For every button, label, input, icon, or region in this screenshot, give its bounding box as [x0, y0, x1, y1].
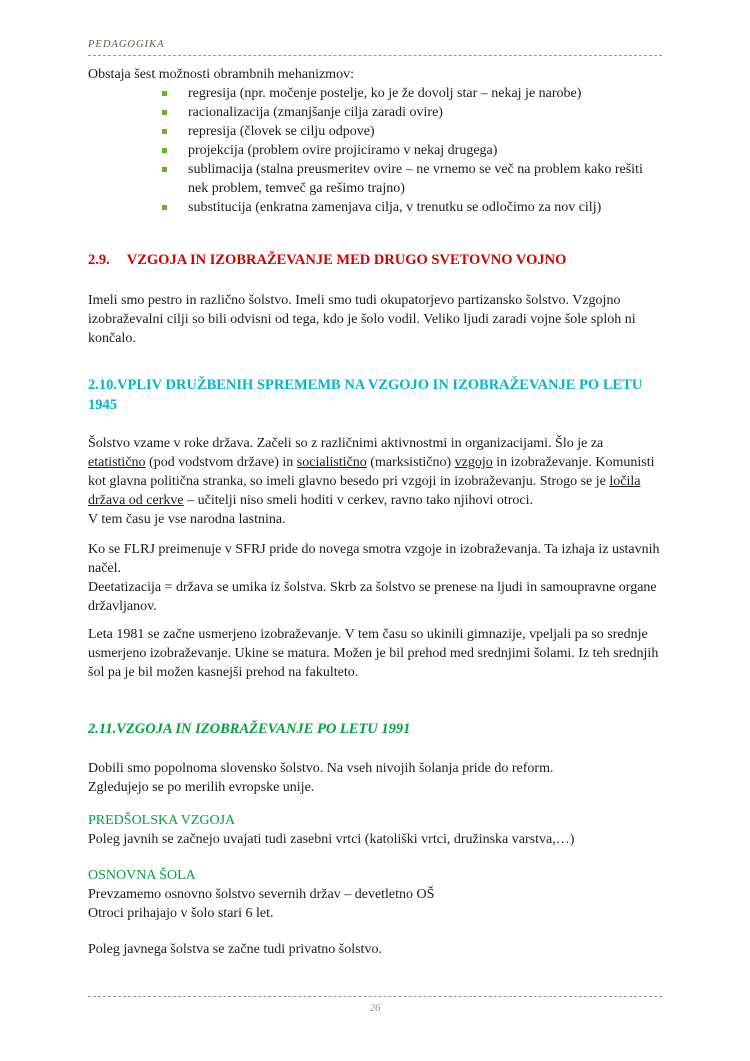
square-bullet-icon: [162, 148, 167, 153]
paragraph-defense-intro: Obstaja šest možnosti obrambnih mehanizmov:: [88, 67, 354, 82]
text-line: Otroci prihajajo v šolo stari 6 let.: [88, 906, 274, 921]
page-header: [88, 36, 662, 56]
subheading-primary-school: OSNOVNA ŠOLA: [88, 868, 196, 883]
page-footer: [88, 996, 662, 1016]
underlined-phrase: ločila država od cerkve: [88, 474, 641, 508]
list-item-text: regresija (npr. močenje postelje, ko je že dovolj star – nekaj je narobe): [188, 86, 582, 101]
paragraph-1981-reform: Leta 1981 se začne usmerjeno izobraževanje. V tem času so ukinili gimnazije, vpeljali pa so srednje usmerjeno izobraževanje. Ukine se matura. Možen je bil prehod med srednjimi šolami. Iz teh srednjih šol pa je bil možen kasnejši prehod na fakulteto.: [88, 627, 659, 680]
list-item: [88, 103, 662, 122]
underlined-term: socialistično: [296, 455, 367, 470]
text-line: Prevzamemo osnovno šolstvo severnih držav – devetletno OŠ: [88, 887, 435, 902]
heading-2-11: 2.11.VZGOJA IN IZOBRAŽEVANJE PO LETU 1991: [88, 721, 411, 737]
list-item-text: projekcija (problem ovire projiciramo v nekaj drugega): [188, 143, 498, 158]
text-segment: (pod vodstvom države) in: [145, 455, 297, 470]
square-bullet-icon: [162, 91, 167, 96]
list-item-text: represija (človek se cilju odpove): [188, 124, 375, 139]
text-segment: Šolstvo vzame v roke država. Začeli so z različnimi aktivnostmi in organizacijami. Šlo je za: [88, 436, 604, 451]
list-item-text: sublimacija (stalna preusmeritev ovire – ne vrnemo se več na problem kako rešiti nek problem, temveč ga rešimo trajno): [188, 162, 643, 196]
square-bullet-icon: [162, 129, 167, 134]
document-body: [88, 56, 662, 959]
text-line: V tem času je vse narodna lastnina.: [88, 512, 286, 527]
list-item: [88, 141, 662, 160]
underlined-term: vzgojo: [454, 455, 493, 470]
defense-mechanisms-list: [88, 84, 662, 217]
square-bullet-icon: [162, 205, 167, 210]
text-line: Deetatizacija = država se umika iz šolstva. Skrb za šolstvo se prenese na ljudi in samoupravne organe državljanov.: [88, 580, 657, 614]
subheading-preschool: PREDŠOLSKA VZGOJA: [88, 813, 236, 828]
heading-2-9: [88, 250, 662, 270]
heading-2-9-number: 2.9.: [88, 252, 110, 268]
list-item: [88, 122, 662, 141]
text-segment: in izobraževanje. Komunisti kot glavna politična stranka, so imeli glavno besedo pri vzgoji in izobraževanju. Strogo se je: [88, 455, 655, 489]
heading-2-10: 2.10.VPLIV DRUŽBENIH SPREMEMB NA VZGOJO IN IZOBRAŽEVANJE PO LETU 1945: [88, 377, 643, 413]
list-item-text: substitucija (enkratna zamenjava cilja, v trenutku se odločimo za nov cilj): [188, 200, 602, 215]
text-segment: (marksistično): [366, 455, 455, 470]
paragraph-wwii-schooling: Imeli smo pestro in različno šolstvo. Imeli smo tudi okupatorjevo partizansko šolstvo. Vzgojno izobraževalni cilji so bili odvisni od tega, kdo je šolo vodil. Veliko ljudi zaradi vojne šole sploh ni končalo.: [88, 293, 636, 346]
page-number: 26: [369, 1002, 381, 1014]
square-bullet-icon: [162, 110, 167, 115]
underlined-term: etatistično: [88, 455, 146, 470]
paragraph-flrj-sfrj: [88, 540, 662, 616]
paragraph-preschool: Poleg javnih se začnejo uvajati tudi zasebni vrtci (katoliški vrtci, družinska varstva,…): [88, 832, 575, 847]
text-line: Ko se FLRJ preimenuje v SFRJ pride do novega smotra vzgoje in izobraževanja. Ta izhaja iz ustavnih načel.: [88, 542, 660, 576]
list-item: [88, 198, 662, 217]
list-item-text: racionalizacija (zmanjšanje cilja zaradi ovire): [188, 105, 443, 120]
text-line: Dobili smo popolnoma slovensko šolstvo. Na vseh nivojih šolanja pride do reform.: [88, 761, 554, 776]
text-line: Zgledujejo se po merilih evropske unije.: [88, 780, 315, 795]
list-item: [88, 160, 662, 198]
heading-2-9-title: VZGOJA IN IZOBRAŽEVANJE MED DRUGO SVETOVNO VOJNO: [126, 252, 567, 268]
paragraph-state-education: [88, 434, 662, 529]
paragraph-post-1991: [88, 759, 662, 797]
text-segment: – učitelji niso smeli hoditi v cerkev, ravno tako njihovi otroci.: [183, 493, 534, 508]
square-bullet-icon: [162, 167, 167, 172]
list-item: [88, 84, 662, 103]
paragraph-private-schooling: Poleg javnega šolstva se začne tudi privatno šolstvo.: [88, 942, 382, 957]
paragraph-primary-school: [88, 885, 662, 923]
running-head: PEDAGOGIKA: [88, 39, 165, 50]
